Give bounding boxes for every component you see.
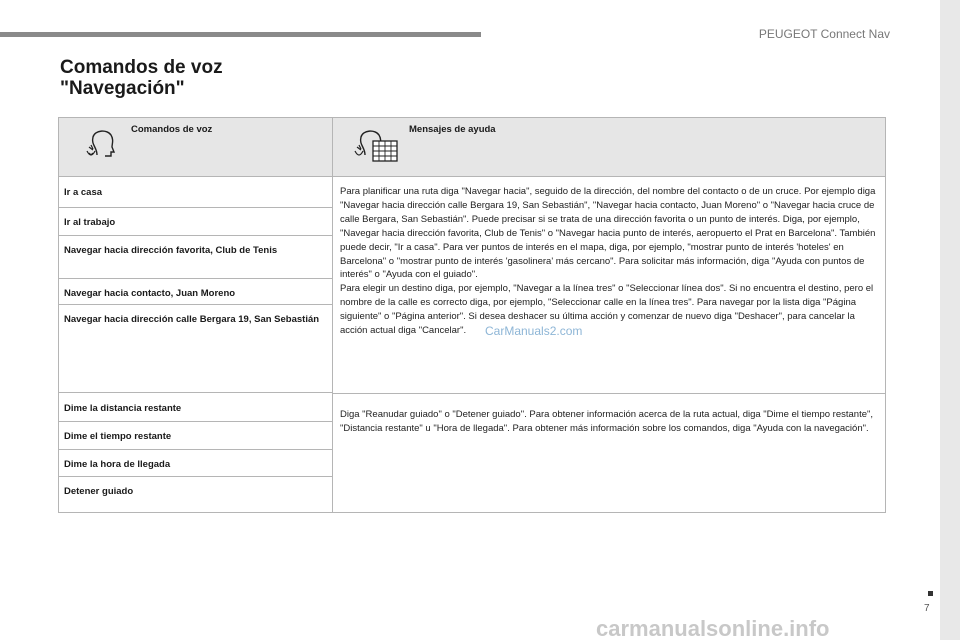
header-brand: PEUGEOT Connect Nav (758, 27, 890, 41)
table-row (59, 394, 332, 422)
help-paragraph: Para elegir un destino diga, por ejemplo, "Navegar a la línea tres" o "Seleccionar línea dos". Si no encuentra el destino, pero el nombre de la calle es correcto diga, por ejemplo, "Seleccionar calle en la línea tres". Para navegar por la lista diga "Página siguiente" o "Página anterior". Si desea deshacer su última acción y comenzar de nuevo diga "Deshacer", para cancelar la acción actual diga "Cancelar". (340, 283, 874, 337)
table-header-row (59, 118, 885, 177)
column-divider (332, 118, 333, 512)
command-text: Ir al trabajo (64, 217, 116, 228)
column-header-commands: Comandos de voz (131, 124, 213, 135)
help-text-guidance (340, 408, 880, 436)
command-text: Ir a casa (64, 187, 103, 198)
page-bullet (928, 591, 933, 596)
voice-command-icon (85, 127, 119, 161)
command-text: Navegar hacia dirección favorita, Club de Tenis (64, 245, 278, 256)
voice-commands-table (58, 117, 886, 513)
command-text: Detener guiado (64, 486, 134, 497)
page-edge-band (940, 0, 960, 640)
table-row (59, 178, 332, 208)
table-row (59, 279, 332, 305)
footer-watermark: carmanualsonline.info (596, 616, 830, 640)
column-header-help: Mensajes de ayuda (409, 124, 496, 135)
table-row (59, 236, 332, 279)
voice-help-keypad-icon (353, 127, 403, 163)
page-number: 7 (924, 603, 930, 614)
command-text: Navegar hacia dirección calle Bergara 19, San Sebastián (64, 314, 320, 325)
command-text: Dime el tiempo restante (64, 431, 172, 442)
table-row (59, 305, 332, 393)
watermark-text: CarManuals2.com (485, 324, 583, 338)
help-text-navigation (340, 185, 880, 338)
command-text: Dime la hora de llegada (64, 459, 171, 470)
group-divider (333, 393, 885, 394)
header-rule (0, 32, 481, 37)
help-paragraph: Para planificar una ruta diga "Navegar hacia", seguido de la dirección, del nombre del contacto o de un cruce. Por ejemplo diga "Navegar hacia dirección calle Bergara 19, San Sebastián", "Navegar hacia contacto, Juan Moreno" o "Navegar hacia cruce de calle Bergara, San Sebastián". Puede precisar si se trata de una dirección favorita o un punto de interés. Diga, por ejemplo, "Navegar hacia dirección favorita, Club de Tenis" o "Navegar hacia punto de interés, aeropuerto el Prat en Barcelona". También puede decir, "Ir a casa". Para ver puntos de interés en el mapa, diga, por ejemplo, "mostrar punto de interés 'hoteles' en Barcelona" o "mostrar punto de interés 'gasolinera' más cercano". Para solicitar más información, diga "Ayuda con puntos de interés" o "Ayuda con el guiado". (340, 186, 876, 281)
command-text: Navegar hacia contacto, Juan Moreno (64, 288, 236, 299)
page-title-line2: "Navegación" (60, 78, 185, 99)
table-row (59, 422, 332, 450)
table-row (59, 208, 332, 236)
command-text: Dime la distancia restante (64, 403, 182, 414)
table-row (59, 450, 332, 477)
page-title-line1: Comandos de voz (60, 57, 223, 78)
page-title (60, 57, 223, 99)
table-row (59, 477, 332, 512)
help-paragraph: Diga "Reanudar guiado" o "Detener guiado". Para obtener información acerca de la ruta actual, diga "Dime el tiempo restante", "Distancia restante" u "Hora de llegada". Para obtener más información sobre los comandos, diga "Ayuda con la navegación". (340, 409, 874, 434)
